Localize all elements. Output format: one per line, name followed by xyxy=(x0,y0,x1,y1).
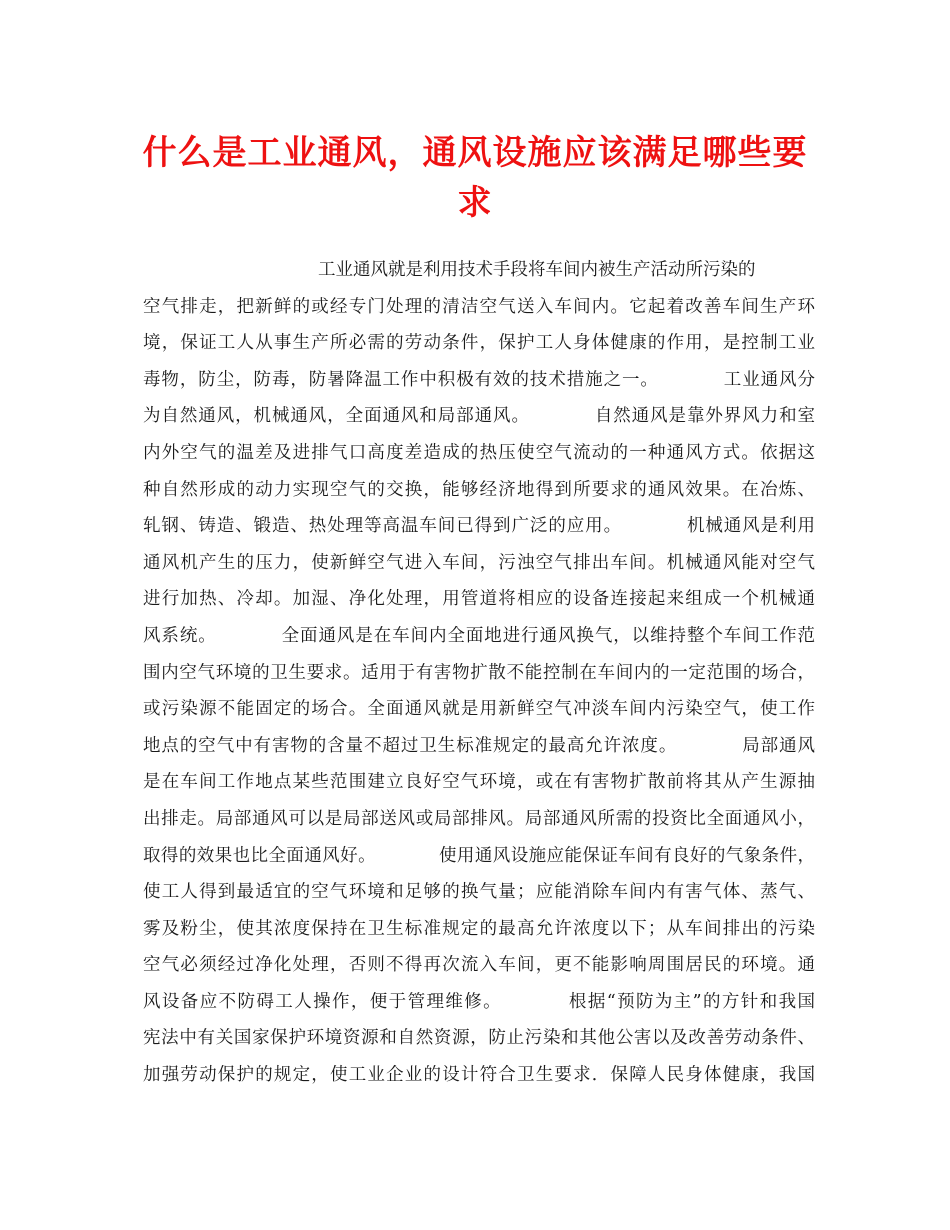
body-line: 工业通风就是利用技术手段将车间内被生产活动所污染的 xyxy=(143,260,756,280)
body-line: 毒物，防尘，防毒，防暑降温工作中积极有效的技术措施之一。 工业通风分 xyxy=(143,369,815,390)
body-line: 空气必须经过净化处理，否则不得再次流入车间，更不能影响周围居民的环境。通 xyxy=(143,955,815,976)
body-line: 风系统。 全面通风是在车间内全面地进行通风换气，以维持整个车间工作范 xyxy=(143,625,815,646)
body-line: 空气排走，把新鲜的或经专门处理的清洁空气送入车间内。它起着改善车间生产环 xyxy=(143,296,815,317)
body-line: 宪法中有关国家保护环境资源和自然资源，防止污染和其他公害以及改善劳动条件、 xyxy=(143,1028,815,1049)
body-line: 使工人得到最适宜的空气环境和足够的换气量；应能消除车间内有害气体、蒸气、 xyxy=(143,882,815,903)
body-line: 通风机产生的压力，使新鲜空气进入车间，污浊空气排出车间。机械通风能对空气 xyxy=(143,552,815,573)
body-line: 加强劳动保护的规定，使工业企业的设计符合卫生要求．保障人民身体健康，我国 xyxy=(143,1065,815,1086)
body-line: 进行加热、冷却。加湿、净化处理，用管道将相应的设备连接起来组成一个机械通 xyxy=(143,589,815,610)
body-line: 为自然通风，机械通风，全面通风和局部通风。 自然通风是靠外界风力和室 xyxy=(143,406,815,427)
body-line: 种自然形成的动力实现空气的交换，能够经济地得到所要求的通风效果。在冶炼、 xyxy=(143,479,815,500)
body-line: 或污染源不能固定的场合。全面通风就是用新鲜空气冲淡车间内污染空气，使工作 xyxy=(143,699,815,720)
body-line: 出排走。局部通风可以是局部送风或局部排风。局部通风所需的投资比全面通风小， xyxy=(143,808,815,829)
body-line: 境，保证工人从事生产所必需的劳动条件，保护工人身体健康的作用，是控制工业 xyxy=(143,333,815,354)
body-line: 是在车间工作地点某些范围建立良好空气环境，或在有害物扩散前将其从产生源抽 xyxy=(143,772,815,793)
body-line: 内外空气的温差及进排气口高度差造成的热压使空气流动的一种通风方式。依据这 xyxy=(143,442,815,463)
document-body xyxy=(143,252,815,1094)
body-line: 轧钢、铸造、锻造、热处理等高温车间已得到广泛的应用。 机械通风是利用 xyxy=(143,516,815,537)
body-line: 取得的效果也比全面通风好。 使用通风设施应能保证车间有良好的气象条件， xyxy=(143,845,815,866)
body-line: 地点的空气中有害物的含量不超过卫生标准规定的最高允许浓度。 局部通风 xyxy=(143,735,815,756)
body-line: 风设备应不防碍工人操作，便于管理维修。 根据“预防为主”的方针和我国 xyxy=(143,991,815,1012)
body-line: 围内空气环境的卫生要求。适用于有害物扩散不能控制在车间内的一定范围的场合， xyxy=(143,662,815,683)
body-line: 雾及粉尘，使其浓度保持在卫生标准规定的最高允许浓度以下；从车间排出的污染 xyxy=(143,918,815,939)
document-title: 什么是工业通风，通风设施应该满足哪些要求 xyxy=(142,133,808,223)
